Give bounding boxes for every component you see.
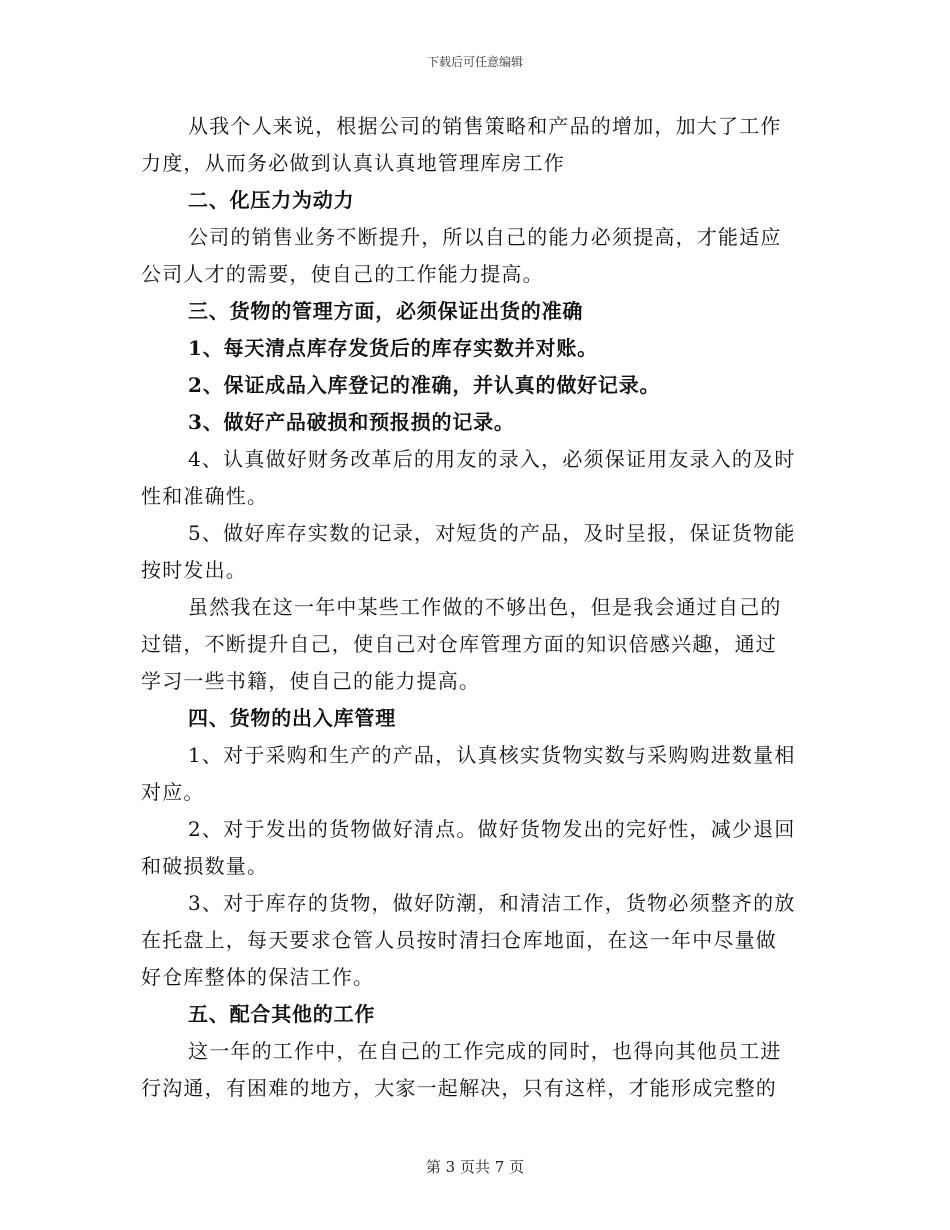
text-line: 按时发出。 — [141, 558, 247, 582]
document-body — [141, 108, 807, 1107]
text-line: 性和准确性。 — [141, 484, 269, 508]
text-line: 过错，不断提升自己，使自己对仓库管理方面的知识倍感兴趣，通过 — [141, 632, 777, 656]
section-heading: 三、货物的管理方面，必须保证出货的准确 — [188, 299, 584, 323]
text-line: 3、对于库存的货物，做好防潮，和清洁工作，货物必须整齐的放 — [188, 891, 796, 915]
text-line: 学习一些书籍，使自己的能力提高。 — [141, 669, 481, 693]
text-line: 行沟通，有困难的地方，大家一起解决，只有这样，才能形成完整的 — [141, 1076, 777, 1100]
text-line: 对应。 — [141, 780, 205, 804]
section-heading: 五、配合其他的工作 — [188, 1002, 376, 1026]
text-line: 4、认真做好财务改革后的用友的录入，必须保证用友录入的及时 — [188, 447, 796, 471]
text-line: 2、对于发出的货物做好清点。做好货物发出的完好性，减少退回 — [188, 817, 796, 841]
text-line: 在托盘上，每天要求仓管人员按时清扫仓库地面，在这一年中尽量做 — [141, 928, 777, 952]
text-line: 这一年的工作中，在自己的工作完成的同时，也得向其他员工进 — [188, 1039, 782, 1063]
text-line: 和破损数量。 — [141, 854, 269, 878]
section-heading: 3、做好产品破损和预报损的记录。 — [188, 410, 515, 434]
text-line: 力度，从而务必做到认真认真地管理库房工作 — [141, 151, 565, 175]
section-heading: 1、每天清点库存发货后的库存实数并对账。 — [188, 336, 598, 360]
section-heading: 二、化压力为动力 — [188, 188, 355, 212]
page-header: 下载后可任意编辑 — [426, 55, 523, 69]
text-line: 从我个人来说，根据公司的销售策略和产品的增加，加大了工作 — [188, 114, 782, 138]
text-line: 公司的销售业务不断提升，所以自己的能力必须提高，才能适应 — [188, 225, 782, 249]
section-heading: 四、货物的出入库管理 — [188, 706, 396, 730]
text-line: 好仓库整体的保洁工作。 — [141, 965, 375, 989]
page-footer: 第 3 页共 7 页 — [425, 1158, 525, 1176]
text-line: 1、对于采购和生产的产品，认真核实货物实数与采购购进数量相 — [188, 743, 796, 767]
text-line: 虽然我在这一年中某些工作做的不够出色，但是我会通过自己的 — [188, 595, 782, 619]
text-line: 5、做好库存实数的记录，对短货的产品，及时呈报，保证货物能 — [188, 521, 796, 545]
section-heading: 2、保证成品入库登记的准确，并认真的做好记录。 — [188, 373, 661, 397]
text-line: 公司人才的需要，使自己的工作能力提高。 — [141, 262, 544, 286]
